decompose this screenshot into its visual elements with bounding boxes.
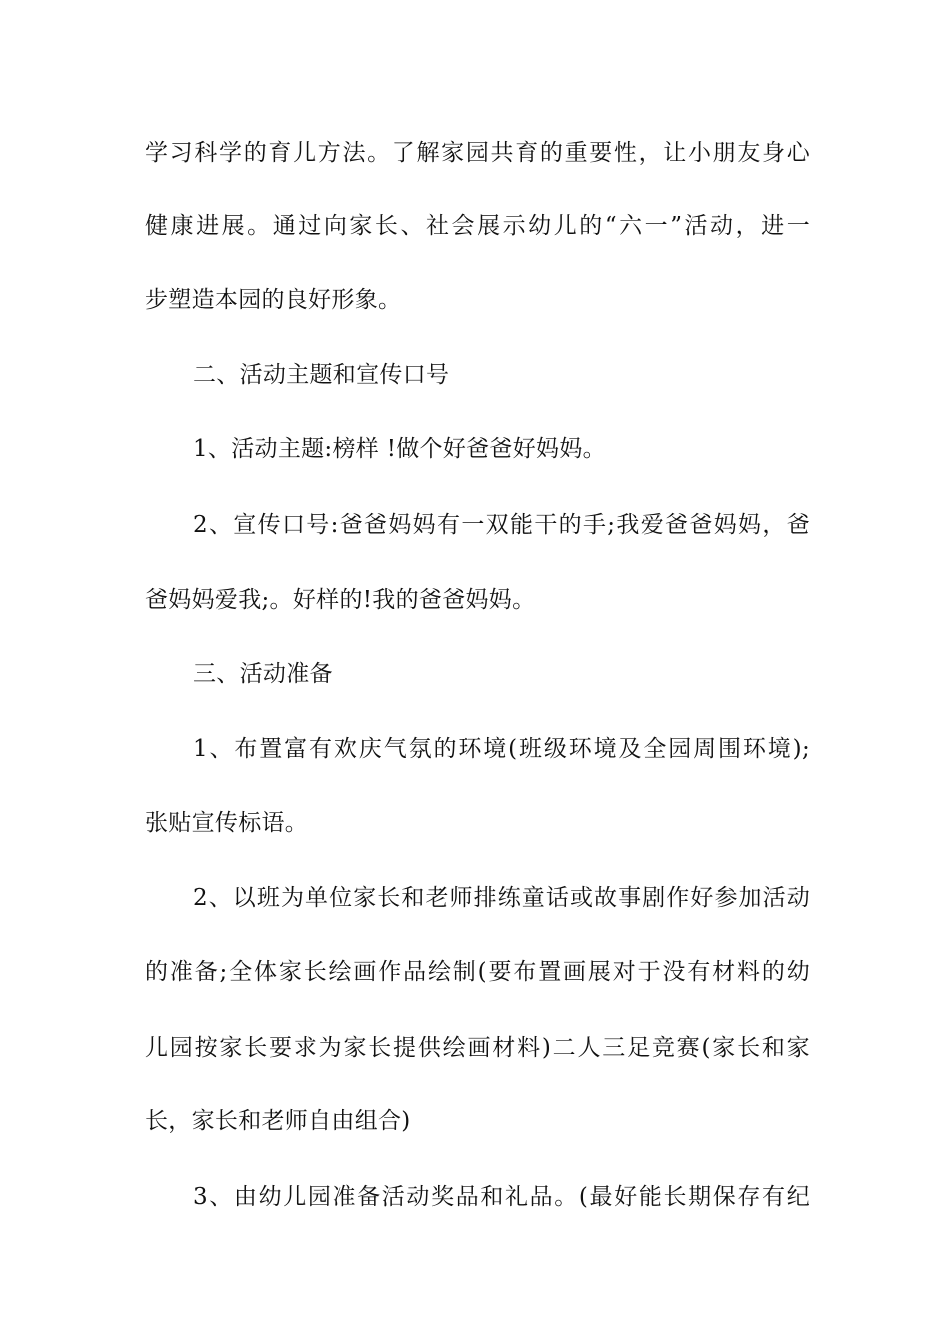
text-line-13: 儿园按家长要求为家长提供绘画材料)二人三足竞赛(家长和家 bbox=[145, 1035, 810, 1061]
section-heading-2: 二、活动主题和宣传口号 bbox=[193, 362, 450, 388]
section-heading-3: 三、活动准备 bbox=[193, 661, 333, 687]
text-line-15: 3、由幼儿园准备活动奖品和礼品。(最好能长期保存有纪 bbox=[193, 1184, 810, 1210]
text-line-9: 1、布置富有欢庆气氛的环境(班级环境及全园周围环境); bbox=[193, 736, 810, 762]
text-line-5: 1、活动主题:榜样 !做个好爸爸好妈妈。 bbox=[193, 436, 606, 462]
text-line-3: 步塑造本园的良好形象。 bbox=[145, 287, 402, 313]
text-line-2: 健康进展。通过向家长、社会展示幼儿的“六一”活动，进一 bbox=[145, 213, 810, 239]
text-line-6: 2、宣传口号:爸爸妈妈有一双能干的手;我爱爸爸妈妈，爸 bbox=[193, 512, 810, 538]
text-line-1: 学习科学的育儿方法。了解家园共育的重要性，让小朋友身心 bbox=[145, 140, 810, 166]
text-line-12: 的准备;全体家长绘画作品绘制(要布置画展对于没有材料的幼 bbox=[145, 959, 810, 985]
text-line-11: 2、以班为单位家长和老师排练童话或故事剧作好参加活动 bbox=[193, 885, 810, 911]
text-line-7: 爸妈妈爱我;。好样的!我的爸爸妈妈。 bbox=[145, 587, 536, 613]
text-line-10: 张贴宣传标语。 bbox=[145, 810, 309, 836]
text-line-14: 长，家长和老师自由组合) bbox=[145, 1108, 411, 1134]
